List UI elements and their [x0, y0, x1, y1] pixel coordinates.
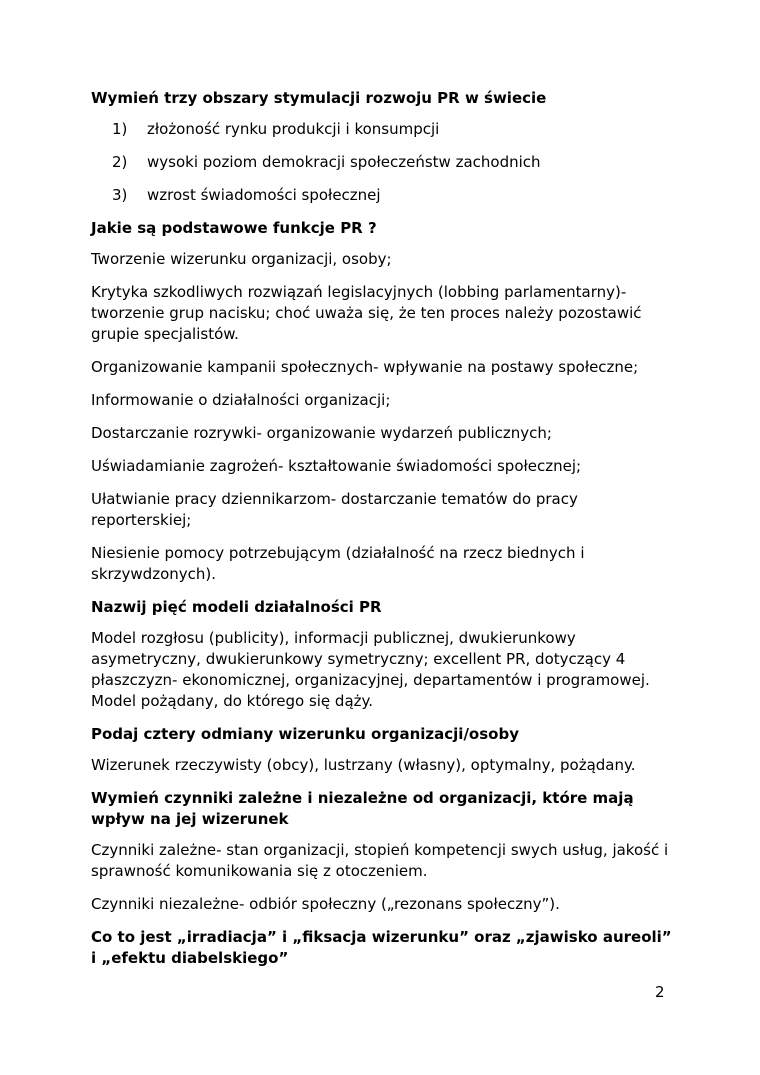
section-heading: Nazwij pięć modeli działalności PR: [91, 598, 382, 616]
numbered-list: [91, 119, 676, 206]
list-number: 1): [112, 120, 128, 138]
section-heading: Wymień trzy obszary stymulacji rozwoju PR w świecie: [91, 89, 547, 107]
list-item: [91, 152, 676, 173]
section-heading: Wymień czynniki zależne i niezależne od organizacji, które mają wpływ na jej wizerunek: [91, 789, 634, 828]
list-item: [91, 119, 676, 140]
paragraph: Ułatwianie pracy dziennikarzom- dostarczanie tematów do pracy reporterskiej;: [91, 490, 578, 529]
page-number: 2: [655, 983, 665, 1001]
list-item: [91, 185, 676, 206]
list-text: wysoki poziom demokracji społeczeństw zachodnich: [147, 153, 541, 171]
paragraph: Tworzenie wizerunku organizacji, osoby;: [91, 250, 392, 268]
paragraph: Krytyka szkodliwych rozwiązań legislacyjnych (lobbing parlamentarny)- tworzenie grup nacisku; choć uważa się, że ten proces należy pozostawić grupie specjalistów.: [91, 283, 642, 343]
paragraph: Informowanie o działalności organizacji;: [91, 391, 391, 409]
list-text: wzrost świadomości społecznej: [147, 186, 381, 204]
list-number: 2): [112, 153, 128, 171]
section-heading: Jakie są podstawowe funkcje PR ?: [91, 219, 377, 237]
paragraph: Uświadamianie zagrożeń- kształtowanie świadomości społecznej;: [91, 457, 582, 475]
list-text: złożoność rynku produkcji i konsumpcji: [147, 120, 440, 138]
list-number: 3): [112, 186, 128, 204]
document-body: [91, 88, 676, 979]
paragraph: Organizowanie kampanii społecznych- wpływanie na postawy społeczne;: [91, 358, 639, 376]
paragraph: Czynniki zależne- stan organizacji, stopień kompetencji swych usług, jakość i sprawność komunikowania się z otoczeniem.: [91, 841, 669, 880]
section-heading: Co to jest „irradiacja” i „fiksacja wizerunku” oraz „zjawisko aureoli” i „efektu diabelskiego”: [91, 928, 672, 967]
paragraph: Wizerunek rzeczywisty (obcy), lustrzany (własny), optymalny, pożądany.: [91, 756, 636, 774]
paragraph: Model rozgłosu (publicity), informacji publicznej, dwukierunkowy asymetryczny, dwukierunkowy symetryczny; excellent PR, dotyczący 4 płaszczyzn- ekonomicznej, organizacyjnej, departamentów i programowej. Model pożądany, do którego się dąży.: [91, 629, 650, 710]
paragraph: Dostarczanie rozrywki- organizowanie wydarzeń publicznych;: [91, 424, 552, 442]
paragraph: Czynniki niezależne- odbiór społeczny („rezonans społeczny”).: [91, 895, 560, 913]
paragraph: Niesienie pomocy potrzebującym (działalność na rzecz biednych i skrzywdzonych).: [91, 544, 585, 583]
section-heading: Podaj cztery odmiany wizerunku organizacji/osoby: [91, 725, 519, 743]
